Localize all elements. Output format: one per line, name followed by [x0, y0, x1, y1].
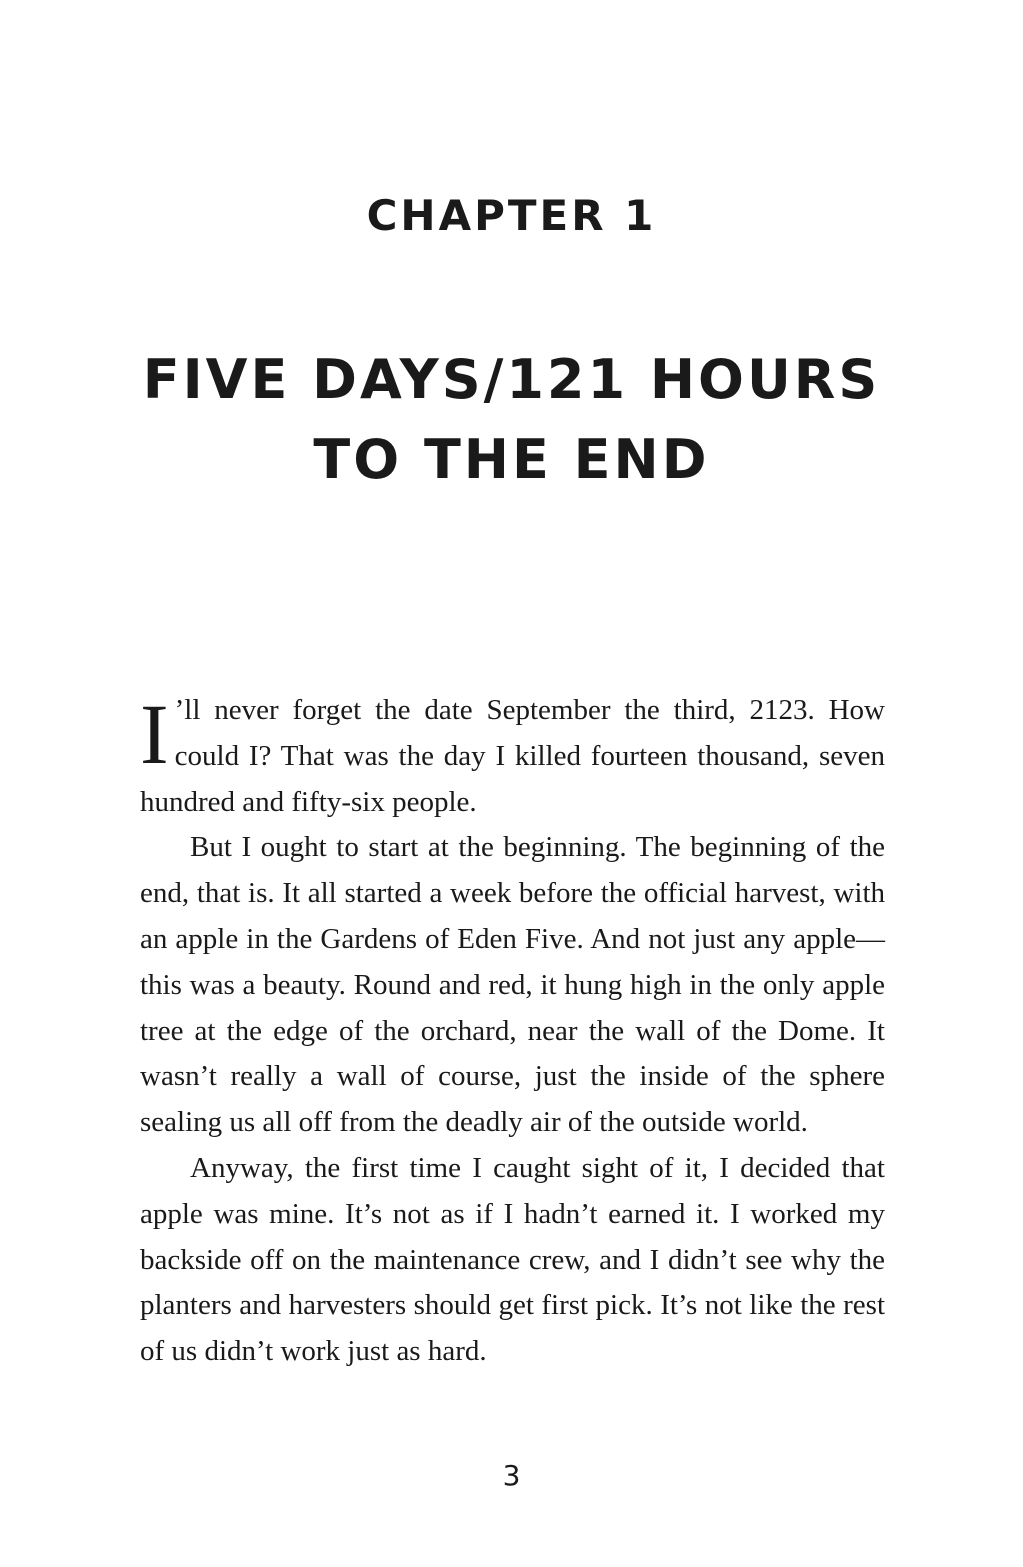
paragraph-1-text: ’ll never forget the date September the third, 2123. How could I? That was the day I killed fourteen thousand, seven hundred and fifty-six people.: [140, 694, 885, 818]
chapter-title-line-1: FIVE DAYS/121 HOURS: [142, 348, 881, 411]
page-number: 3: [502, 1459, 521, 1492]
drop-cap: I: [140, 686, 169, 782]
paragraph-1: [140, 688, 885, 825]
chapter-title-line-2: TO THE END: [313, 428, 710, 491]
chapter-label: CHAPTER 1: [366, 191, 657, 240]
chapter-body: [140, 688, 885, 1375]
chapter-title: [0, 340, 1023, 500]
paragraph-3: Anyway, the first time I caught sight of it, I decided that apple was mine. It’s not as if I hadn’t earned it. I worked my backside off on the maintenance crew, and I didn’t see why the planters and harvesters should get first pick. It’s not like the rest of us didn’t work just as hard.: [140, 1151, 885, 1368]
paragraph-2: But I ought to start at the beginning. The beginning of the end, that is. It all started a week before the official harvest, with an apple in the Gardens of Eden Five. And not just any apple—this was a beauty. Round and red, it hung high in the only apple tree at the edge of the orchard, near the wall of the Dome. It wasn’t really a wall of course, just the inside of the sphere sealing us all off from the deadly air of the outside world.: [140, 831, 885, 1139]
